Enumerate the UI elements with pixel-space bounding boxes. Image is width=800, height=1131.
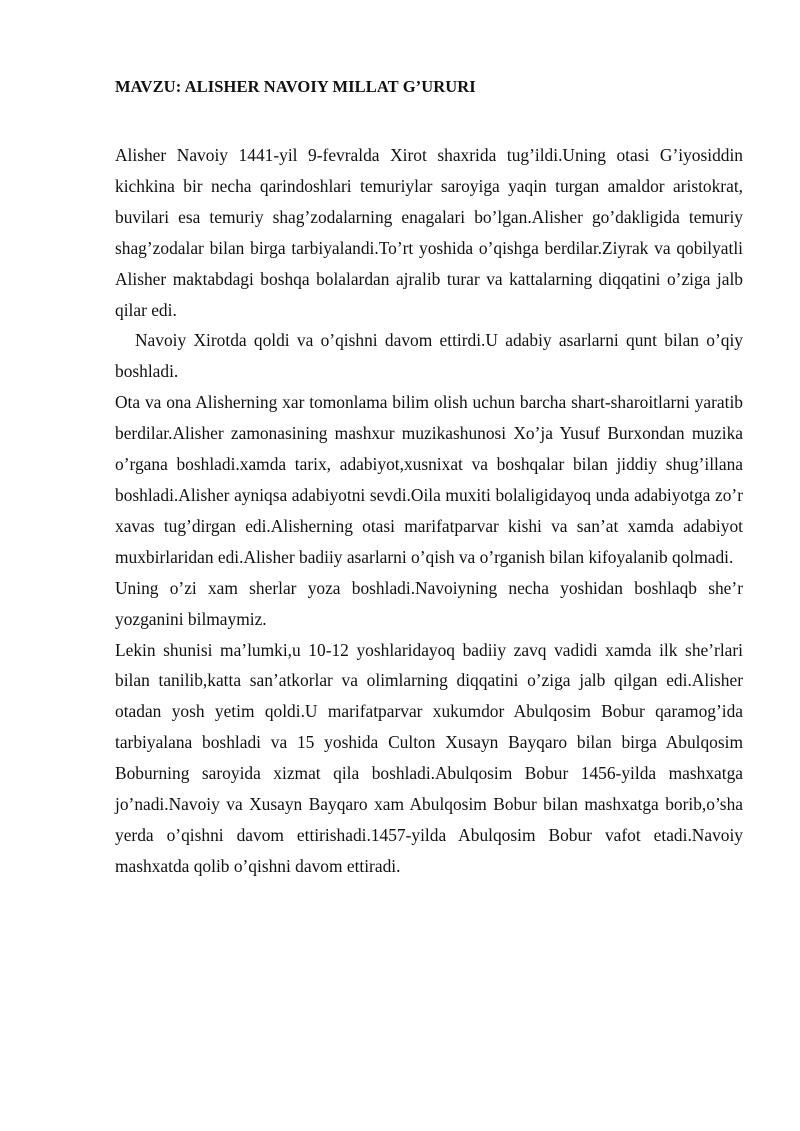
paragraph-first-poems: Uning o’zi xam sherlar yoza boshladi.Navoiyning necha yoshidan boshlaqb she’r yozganini bilmaymiz. <box>115 577 743 629</box>
paragraph-youth: Lekin shunisi ma’lumki,u 10-12 yoshlaridayoq badiiy zavq vadidi xamda ilk she’rlari bilan tanilib,katta san’atkorlar va olimlarning diqqatini o’ziga jalb qilgan edi.Alisher otadan yosh yetim qoldi.U marifatparvar xukumdor Abulqosim Bobur qaramog’ida tarbiyalana boshladi va 15 yoshida Culton Xusayn Bayqaro bilan birga Abulqosim Boburning saroyida xizmat qila boshladi.Abulqosim Bobur 1456-yilda mashxatga jo’nadi.Navoiy va Xusayn Bayqaro xam Abulqosim Bobur bilan mashxatga borib,o’sha yerda o’qishni davom ettirishadi.1457-yilda Abulqosim Bobur vafot etadi.Navoiy mashxatda qolib o’qishni davom ettiradi. <box>115 639 743 876</box>
document-body <box>115 140 743 882</box>
paragraph-herat-study: Navoiy Xirotda qoldi va o’qishni davom ettirdi.U adabiy asarlarni qunt bilan o’qiy boshladi. <box>115 330 743 382</box>
paragraph-birth: Alisher Navoiy 1441-yil 9-fevralda Xirot shaxrida tug’ildi.Uning otasi G’iyosiddin kichkina bir necha qarindoshlari temuriylar saroyiga yaqin turgan amaldor aristokrat, buvilari esa temuriy shag’zodalarning enagalari bo’lgan.Alisher go’dakligida temuriy shag’zodalar bilan birga tarbiyalandi.To’rt yoshida o’qishga berdilar.Ziyrak va qobilyatli Alisher maktabdagi boshqa bolalardan ajralib turar va kattalarning diqqatini o’ziga jalb qilar edi. <box>115 145 743 320</box>
paragraph-education: Ota va ona Alisherning xar tomonlama bilim olish uchun barcha shart-sharoitlarni yaratib berdilar.Alisher zamonasining mashxur muzikashunosi Xo’ja Yusuf Burxondan muzika o’rgana boshladi.xamda tarix, adabiyot,xusnixat va boshqalar bilan jiddiy shug’illana boshladi.Alisher ayniqsa adabiyotni sevdi.Oila muxiti bolaligidayoq unda adabiyotga zo’r xavas tug’dirgan edi.Alisherning otasi marifatparvar kishi va san’at xamda adabiyot muxbirlaridan edi.Alisher badiiy asarlarni o’qish va o’rganish bilan kifoyalanib qolmadi. <box>115 392 743 567</box>
document-title: MAVZU: ALISHER NAVOIY MILLAT G’URURI <box>115 77 476 96</box>
